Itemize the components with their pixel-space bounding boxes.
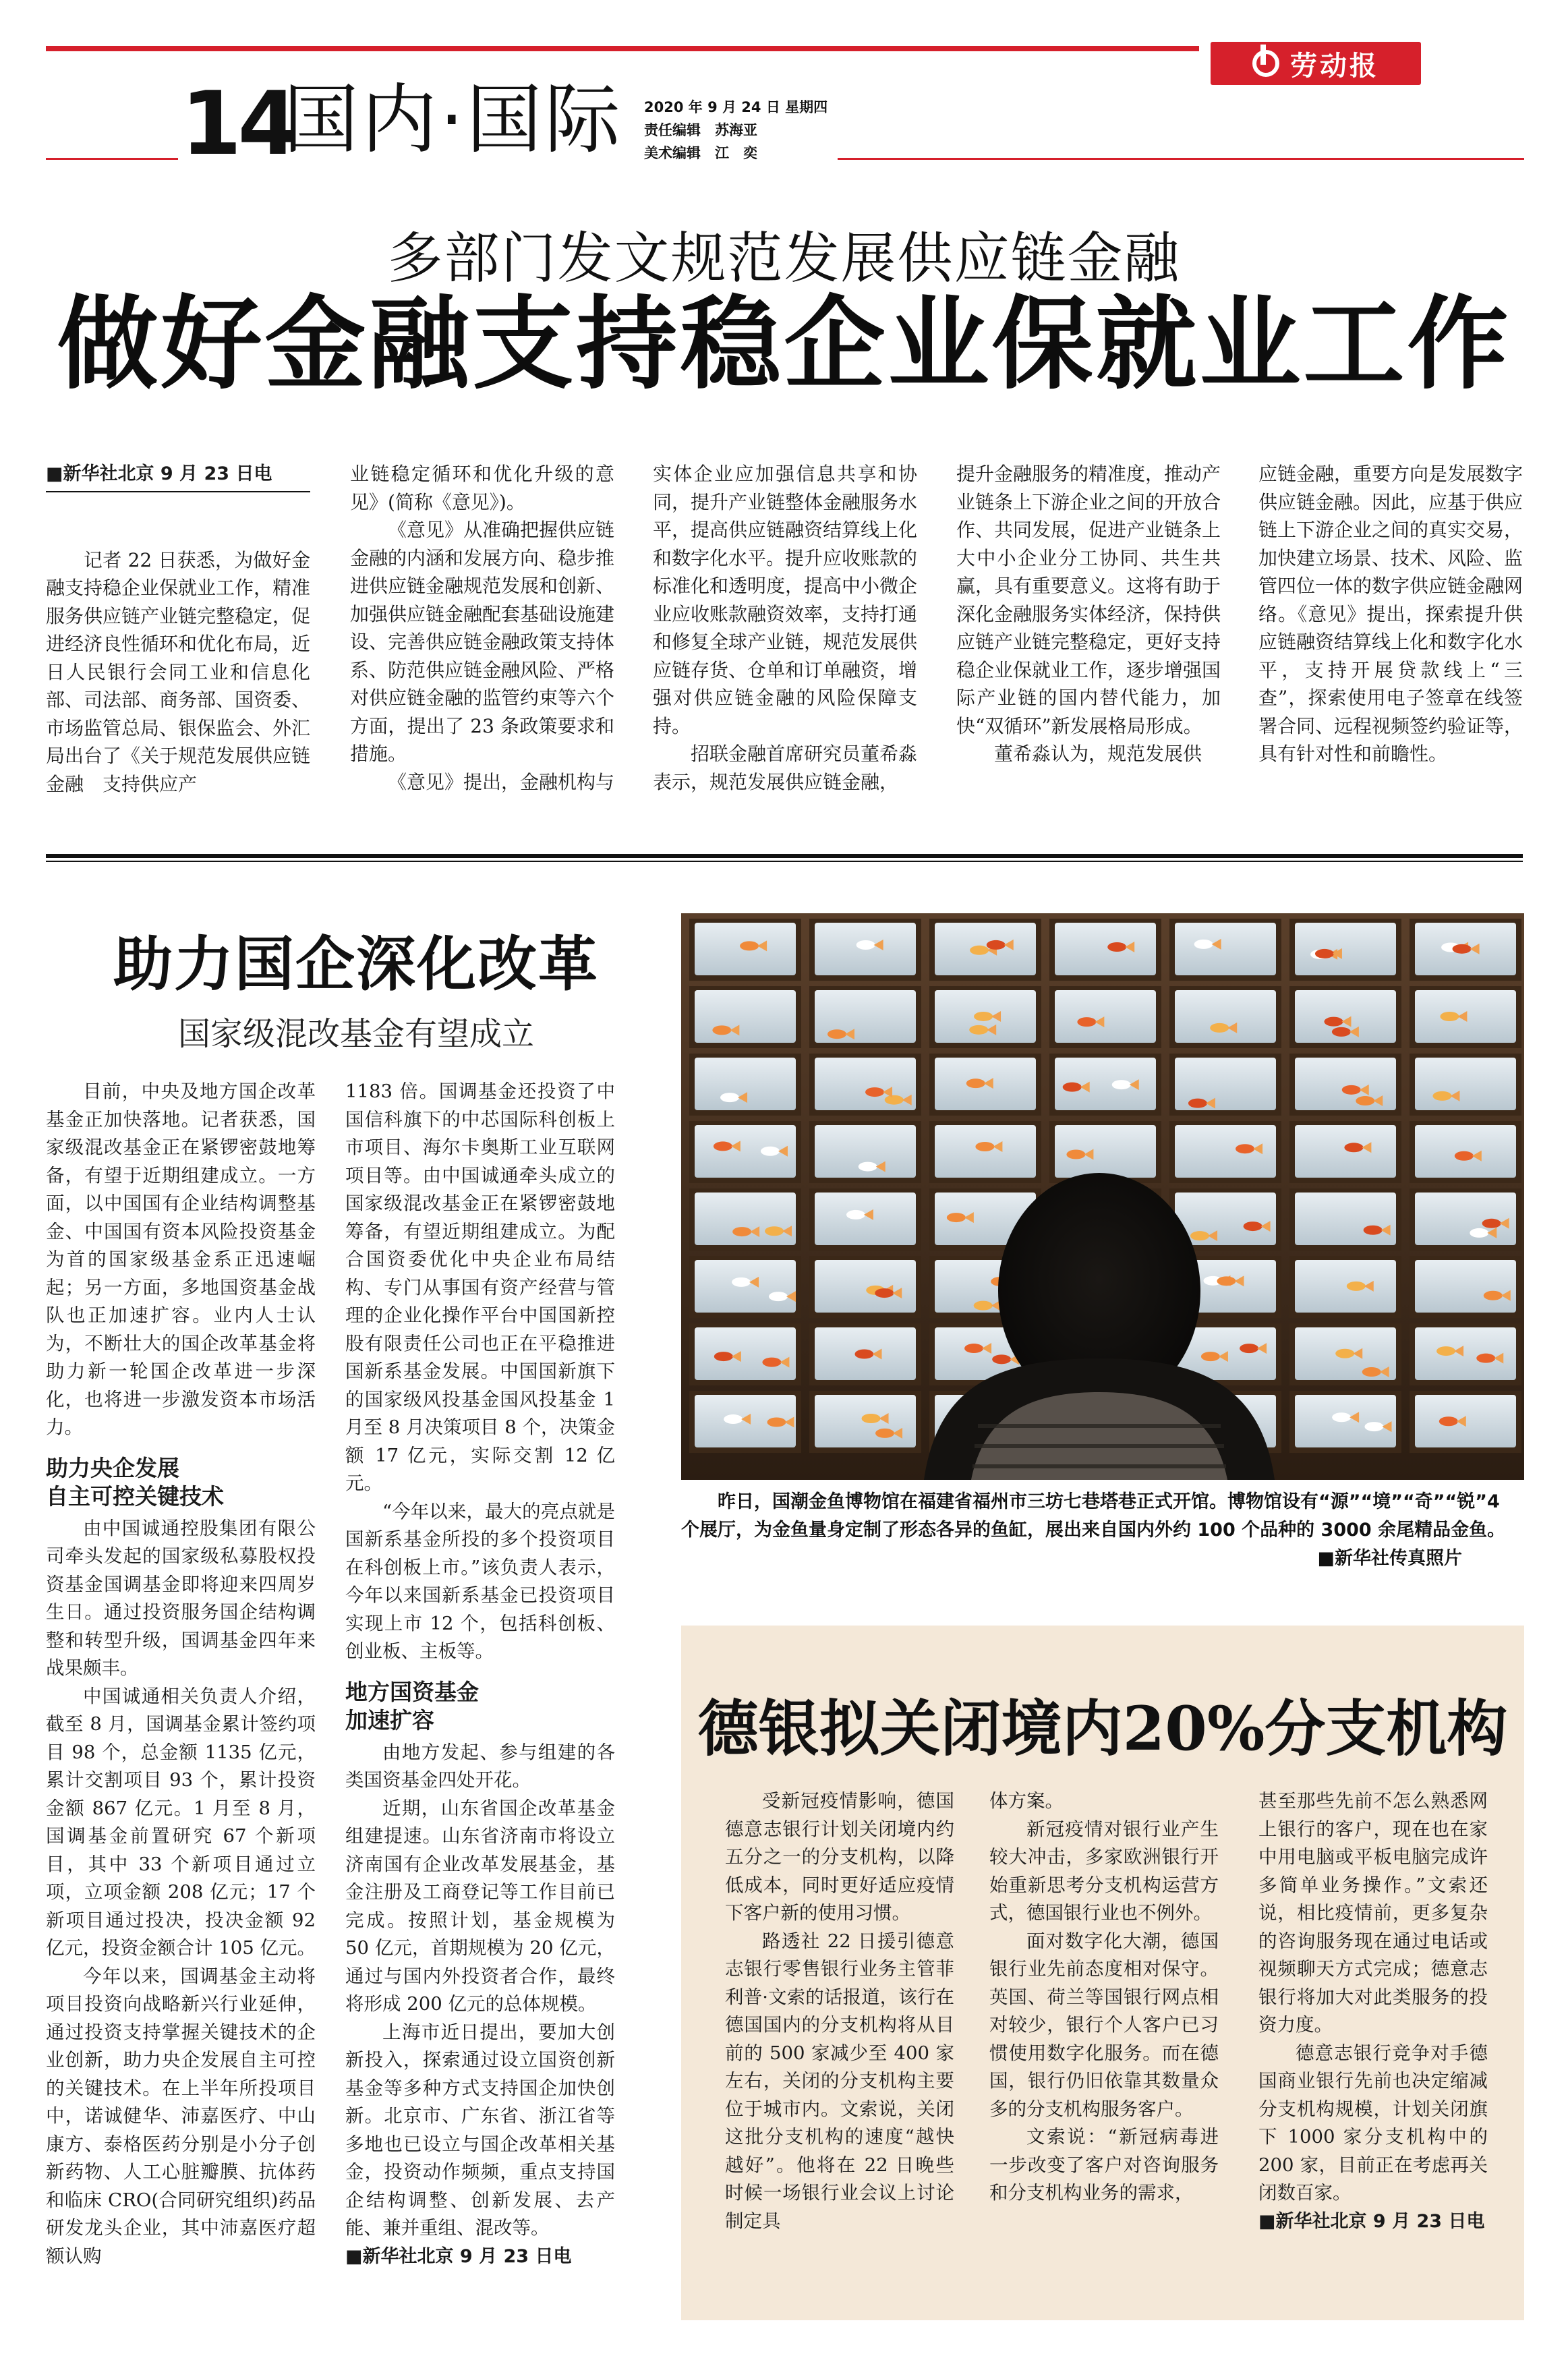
soe-col-1 <box>46 1078 316 2270</box>
goldfish <box>769 1292 788 1301</box>
fish-tank <box>1055 990 1156 1043</box>
soe-story-title: 助力国企深化改革 <box>113 929 599 999</box>
fish-tank <box>1175 990 1276 1043</box>
bank-story-title: 德银拟关闭境内20%分支机构 <box>697 1693 1508 1764</box>
photo-credit: ■新华社传真照片 <box>1317 1548 1462 1569</box>
fish-tank <box>695 1193 796 1245</box>
lead-paragraph: 业链稳定循环和优化升级的意见》(简称《意见》)。 <box>350 463 614 513</box>
fish-tank <box>1295 1193 1396 1245</box>
goldfish <box>974 1012 993 1021</box>
fish-tank <box>1415 1260 1516 1313</box>
goldfish <box>1432 1091 1451 1101</box>
soe-subheading-1a: 助力央企发展 <box>46 1454 179 1481</box>
soe-paragraph: 由中国诚通控股集团有限公司牵头发起的国家级私募股权投资基金国调基金即将迎来四周岁生日。通过投资服务国企结构调整和转型升级，国调基金四年来战果颇丰。 <box>46 1517 316 1679</box>
goldfish <box>1332 1412 1351 1422</box>
goldfish <box>1240 1344 1258 1353</box>
header-left-rule <box>46 158 178 160</box>
goldfish <box>1440 1012 1459 1021</box>
goldfish <box>732 1277 751 1287</box>
goldfish <box>966 1079 985 1088</box>
bank-credit: ■新华社北京 9 月 23 日电 <box>1258 2210 1485 2232</box>
goldfish <box>1236 1144 1254 1153</box>
soe-story-subtitle: 国家级混改基金有望成立 <box>177 1015 534 1053</box>
lead-paragraph: 招联金融首席研究员董希淼表示，规范发展供应链金融， <box>653 743 918 793</box>
soe-col-2 <box>345 1078 615 2270</box>
bank-col-3 <box>1258 1787 1488 2235</box>
goldfish <box>1439 1416 1458 1426</box>
photo-caption-text: 昨日，国潮金鱼博物馆在福建省福州市三坊七巷塔巷正式开馆。博物馆设有“源”“境”“奇”“锐”4 个展厅，为金鱼量身定制了形态各异的鱼缸，展出来自国内外约 100 个品种的 3000 余尾精品金鱼。 <box>681 1491 1506 1541</box>
goldfish <box>762 1358 781 1367</box>
bank-paragraph: 路透社 22 日援引德意志银行零售银行业务主管菲利普·文索的话报道，该行在德国国内的分支机构将从目前的 500 家减少至 400 家左右，关闭的分支机构主要位于城市内。文索说，关闭这批分支机构的速度“越快越好”。他将在 22 日晚些时候一场银行业会议上讨论制定具 <box>725 1930 954 2232</box>
goldfish <box>827 1029 846 1039</box>
goldfish <box>992 1354 1011 1364</box>
goldfish <box>1482 1219 1501 1228</box>
fish-tank <box>695 1058 796 1110</box>
goldfish <box>1342 1085 1361 1095</box>
lead-col-2 <box>350 460 614 796</box>
soe-paragraph: “今年以来，最大的亮点就是国新系基金所投的多个投资项目在科创板上市。”该负责人表示，今年以来国新系基金已投资项目实现上市 12 个，包括科创板、创业板、主板等。 <box>345 1500 615 1662</box>
goldfish <box>856 940 875 950</box>
goldfish <box>767 1417 786 1427</box>
goldfish <box>1476 1354 1495 1363</box>
soe-credit: ■新华社北京 9 月 23 日电 <box>345 2245 572 2267</box>
goldfish <box>969 1025 988 1035</box>
bank-paragraph: 体方案。 <box>989 1790 1064 1812</box>
goldfish <box>1066 1150 1085 1159</box>
soe-subheading-2b: 加速扩容 <box>345 1706 434 1733</box>
goldfish <box>712 1025 731 1035</box>
goldfish <box>732 1227 751 1236</box>
lead-paragraph: 《意见》从准确把握供应链金融的内涵和发展方向、稳步推进供应链金融规范发展和创新、加强供应链金融配套基础设施建设、完善供应链金融政策支持体系、防范供应链金融风险、严格对供应链金融的监管约束等六个方面，提出了 23 条政策要求和措施。 <box>350 519 615 765</box>
goldfish <box>875 1429 894 1438</box>
lead-col-3 <box>653 460 917 796</box>
goldfish <box>846 1210 865 1219</box>
goldfish <box>714 1141 732 1151</box>
goldfish <box>1188 1099 1207 1108</box>
page-number: 14 <box>181 72 295 175</box>
section-divider-thin <box>46 861 1523 862</box>
fish-tank <box>695 990 796 1043</box>
goldfish <box>1244 1222 1262 1231</box>
goldfish <box>885 1095 904 1105</box>
goldfish <box>1344 1143 1363 1152</box>
goldfish <box>865 1087 884 1097</box>
fish-tank <box>1175 1193 1276 1245</box>
goldfish <box>1364 1226 1383 1235</box>
goldfish <box>1190 1231 1209 1240</box>
goldfish <box>875 1288 894 1298</box>
goldfish <box>1315 949 1334 958</box>
fish-tank <box>1175 923 1276 975</box>
bank-paragraph: 甚至那些先前不怎么熟悉网上银行的客户，现在也在家中用电脑或平板电脑完成许多简单业务操作。”文索还说，相比疫情前，更多复杂的咨询服务现在通过电话或视频聊天方式完成；德意志银行将加大对此类服务的投资力度。 <box>1258 1790 1488 2036</box>
fish-tank <box>1415 1193 1516 1245</box>
fish-tank <box>815 1193 916 1245</box>
bank-paragraph: 面对数字化大潮，德国银行业先前态度相对保守。英国、荷兰等国银行网点相对较少，银行个人客户已习惯使用数字化服务。而在德国，银行仍旧依靠其数量众多的分支机构服务客户。 <box>989 1930 1219 2120</box>
section-divider-thick <box>46 854 1523 858</box>
soe-paragraph: 近期，山东省国企改革基金组建提速。山东省济南市将设立济南国有企业改革发展基金，基金注册及工商登记等工作目前已完成。按照计划，基金规模为 50 亿元，首期规模为 20 亿元，通过与国内外投资者合作，最终将形成 200 亿元的总体规模。 <box>345 1797 615 2015</box>
goldfish <box>947 1213 966 1222</box>
top-red-rule <box>46 46 1199 51</box>
goldfish <box>1455 1151 1474 1161</box>
fish-tank <box>1295 1260 1396 1313</box>
header-right-rule <box>838 158 1524 160</box>
fish-tank <box>1295 1125 1396 1178</box>
issue-meta <box>644 96 827 165</box>
fish-tank <box>1295 923 1396 975</box>
logo-mark-icon <box>1252 50 1279 77</box>
goldfish <box>854 1350 873 1359</box>
logo-text: 劳动报 <box>1290 49 1379 82</box>
photo-caption <box>681 1488 1524 1573</box>
lead-col-5 <box>1258 460 1523 768</box>
goldfish <box>1210 1023 1229 1033</box>
soe-paragraph: 中国诚通相关负责人介绍，截至 8 月，国调基金累计签约项目 98 个，总金额 1135 亿元，累计交割项目 93 个，累计投资金额 867 亿元。1 月至 8 月，国调基金前置研究 67 个新项目，其中 33 个新项目通过立项，立项金额 208 亿元；17 个新项目通过投决，投决金额 92 亿元，投资金额合计 105 亿元。 <box>46 1685 316 1959</box>
bank-col-1 <box>725 1787 954 2235</box>
goldfish <box>1484 1291 1503 1300</box>
soe-paragraph: 今年以来，国调基金主动将项目投资向战略新兴行业延伸，通过投资支持掌握关键技术的企业创新，助力央企发展自主可控的关键技术。在上半年所投项目中，诺诚健华、沛嘉医疗、中山康方、泰格医药分别是小分子创新药物、人工心脏瓣膜、抗体药和临床 CRO(合同研究组织)药品研发龙头企业，其中沛嘉医疗超额认购 <box>46 1965 316 2267</box>
lead-headline: 做好金融支持稳企业保就业工作 <box>57 285 1511 403</box>
fish-tank <box>695 1327 796 1380</box>
goldfish <box>859 1162 877 1172</box>
goldfish <box>1217 1276 1236 1286</box>
lead-paragraph: 实体企业应加强信息共享和协同，提升产业链整体金融服务水平，提高供应链融资结算线上化和数字化水平。提升应收账款的标准化和透明度，提高中小微企业应收账款融资效率，支持打通和修复全球产业链，规范发展供应链存货、仓单和订单融资，增强对供应链金融的风险保障支持。 <box>653 463 918 737</box>
goldfish <box>987 940 1006 950</box>
lead-paragraph: 董希淼认为，规范发展供 <box>994 743 1202 765</box>
fish-tank <box>1055 923 1156 975</box>
fish-tank <box>935 1125 1036 1178</box>
goldfish <box>740 941 759 950</box>
fish-tank <box>815 1260 916 1313</box>
goldfish <box>964 1344 983 1353</box>
lead-subhead: 多部门发文规范发展供应链金融 <box>387 227 1181 291</box>
goldfish <box>714 1352 733 1361</box>
lead-paragraph: 记者 22 日获悉，为做好金融支持稳企业保就业工作，精准服务供应链产业链完整稳定，促进经济良性循环和优化布局，近日人民银行会同工业和信息化部、司法部、商务部、国资委、市场监管总局、银保监会、外汇局出台了《关于规范发展供应链金融 支持供应产 <box>46 548 311 795</box>
goldfish <box>1107 942 1126 952</box>
soe-subheading-2a: 地方国资基金 <box>345 1678 479 1705</box>
goldfish <box>724 1414 743 1424</box>
goldfish <box>1436 1346 1455 1356</box>
goldfish <box>1335 1349 1354 1358</box>
fish-tank <box>1415 1327 1516 1380</box>
lead-paragraph: 提升金融服务的精准度，推动产业链条上下游企业之间的开放合作、共同发展，促进产业链条上大中小企业分工协同、共生共赢，具有重要意义。这将有助于深化金融服务实体经济，保持供应链产业链完整稳定，更好支持稳企业保就业工作，逐步增强国际产业链的国内替代能力，加快“双循环”新发展格局形成。 <box>956 463 1221 737</box>
goldfish <box>970 946 989 955</box>
goldfish <box>974 1301 993 1311</box>
goldfish <box>1470 1228 1488 1238</box>
goldfish <box>1112 1080 1131 1089</box>
goldfish-tanks-illustration <box>681 913 1524 1480</box>
goldfish <box>1063 1083 1082 1092</box>
goldfish <box>1324 1017 1343 1027</box>
goldfish <box>1364 1422 1383 1431</box>
bank-paragraph: 受新冠疫情影响，德国德意志银行计划关闭境内约五分之一的分支机构，以降低成本，同时更好适应疫情下客户新的使用习惯。 <box>725 1790 954 1924</box>
lead-paragraph: 应链金融，重要方向是发展数字供应链金融。因此，应基于供应链上下游企业之间的真实交易，加快建立场景、技术、风险、监管四位一体的数字供应链金融网络。《意见》提出，探索提升供应链融资结算线上化和数字化水平，支持开展贷款线上“三查”，探索使用电子签章在线签署合同、远程视频签约验证等，具有针对性和前瞻性。 <box>1258 463 1523 765</box>
lead-col-1 <box>46 460 310 798</box>
fish-tank <box>1415 1058 1516 1110</box>
lead-dateline: ■新华社北京 9 月 23 日电 <box>46 460 310 492</box>
responsible-editor: 责任编辑 苏海亚 <box>644 122 757 138</box>
section-name: 国内·国际 <box>283 76 623 164</box>
bank-paragraph: 文索说：“新冠病毒进一步改变了客户对咨询服务和分支机构业务的需求， <box>989 2126 1219 2204</box>
goldfish <box>1347 1282 1366 1291</box>
art-editor: 美术编辑 江 奕 <box>644 145 757 161</box>
lead-paragraph: 《意见》提出，金融机构与 <box>388 770 615 793</box>
goldfish <box>1194 940 1213 949</box>
lead-col-4 <box>956 460 1221 768</box>
goldfish <box>1332 1027 1351 1037</box>
goldfish <box>1356 1096 1374 1105</box>
bank-col-2 <box>989 1787 1219 2208</box>
goldfish <box>761 1147 780 1156</box>
soe-paragraph: 上海市近日提出，要加大创新投入，探索通过设立国资创新基金等多种方式支持国企加快创新。北京市、广东省、浙江省等多地也已设立与国企改革相关基金，投资动作频频，重点支持国企结构调整、创新发展、去产能、兼并重组、混改等。 <box>345 2021 615 2239</box>
goldfish <box>1201 1352 1220 1361</box>
goldfish <box>862 1414 881 1423</box>
goldfish <box>1362 1367 1381 1377</box>
soe-paragraph: 1183 倍。国调基金还投资了中国信科旗下的中芯国际科创板上市项目、海尔卡奥斯工业互联网项目等。由中国诚通牵头成立的国家级混改基金正在紧锣密鼓地筹备，有望近期组建成立。为配合国资委优化中央企业布局结构、专门从事国有资产经营与管理的企业化操作平台中国国新控股有限责任公司也正在平稳推进国新系基金发展。中国国新旗下的国家级风投基金国风投基金 1 月至 8 月决策项目 8 个，决策金额 17 亿元，实际交割 12 亿元。 <box>345 1081 615 1494</box>
goldfish <box>720 1093 739 1102</box>
bank-paragraph: 新冠疫情对银行业产生较大冲击，多家欧洲银行开始重新思考分支机构运营方式，德国银行业也不例外。 <box>989 1818 1219 1924</box>
goldfish <box>1453 944 1472 954</box>
soe-paragraph: 目前，中央及地方国企改革基金正加快落地。记者获悉，国家级混改基金正在紧锣密鼓地筹备，有望于近期组建成立。一方面，以中国国有企业结构调整基金、中国国有资本风险投资基金为首的国家级基金系正迅速崛起；另一方面，多地国资基金战队也正加速扩容。业内人士认为，不断壮大的国企改革基金将助力新一轮国企改革进一步深化，也将进一步激发资本市场活力。 <box>46 1081 316 1438</box>
goldfish <box>765 1226 784 1236</box>
issue-date: 2020 年 9 月 24 日 星期四 <box>644 99 828 115</box>
soe-paragraph: 由地方发起、参与组建的各类国资基金四处开花。 <box>345 1741 615 1791</box>
goldfish <box>1077 1017 1096 1027</box>
goldfish-museum-photo <box>681 913 1524 1480</box>
soe-subheading-1b: 自主可控关键技术 <box>46 1483 224 1510</box>
goldfish <box>975 1142 994 1151</box>
bank-paragraph: 德意志银行竞争对手德国商业银行先前也决定缩减分支机构规模，计划关闭旗下 1000 家分支机构中的 200 家，目前正在考虑再关闭数百家。 <box>1258 2042 1488 2204</box>
newspaper-logo <box>1211 42 1421 85</box>
